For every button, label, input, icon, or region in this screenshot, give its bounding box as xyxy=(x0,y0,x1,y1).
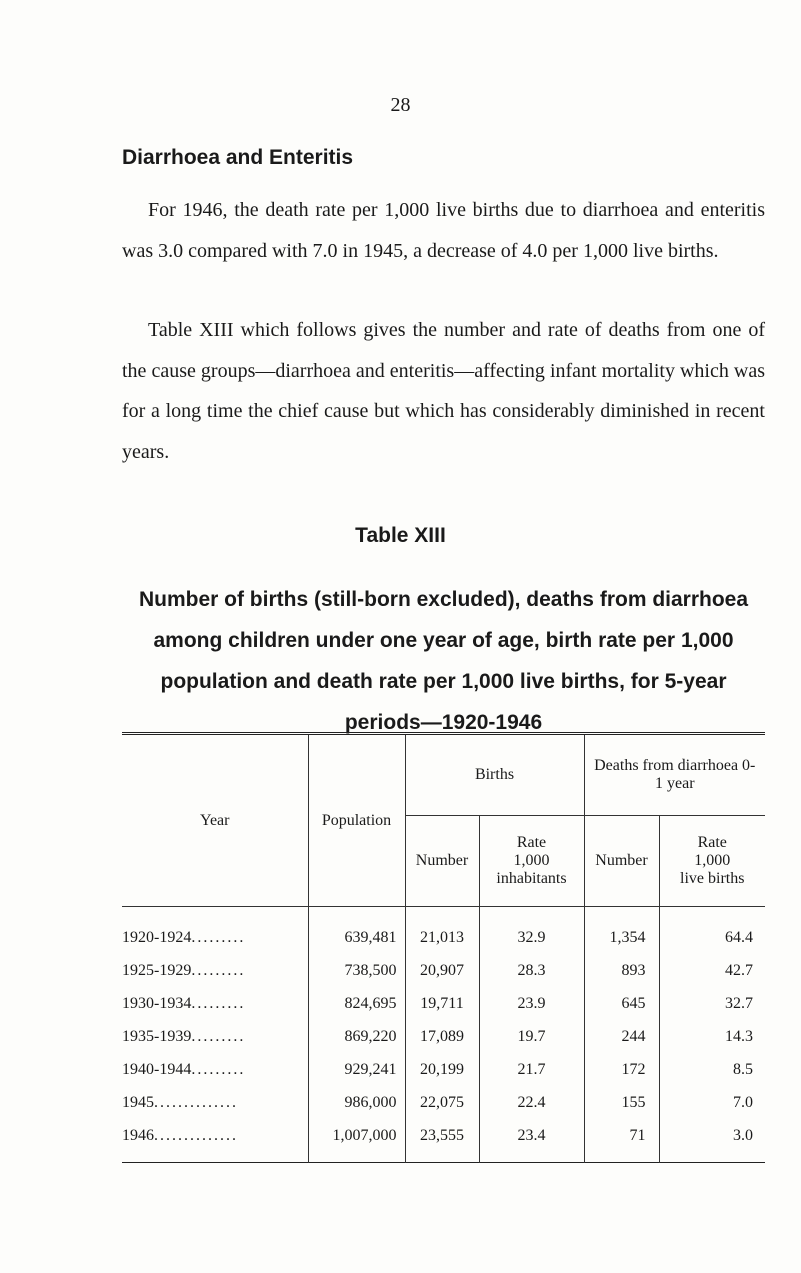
cell-deaths: 244 xyxy=(584,1020,659,1053)
year-label: 1920-1924 xyxy=(122,928,192,946)
table-caption: Number of births (still-born excluded), deaths from diarrhoea among children under one year of age, birth rate per 1,000 population and death rate per 1,000 live births, for 5-year periods—1920-1946 xyxy=(138,588,749,734)
section-heading: Diarrhoea and Enteritis xyxy=(122,146,354,169)
cell-births: 17,089 xyxy=(405,1020,479,1053)
table-row xyxy=(122,1086,765,1119)
cell-death-rate: 3.0 xyxy=(659,1119,765,1163)
cell-population: 986,000 xyxy=(308,1086,405,1119)
cell-death-rate: 64.4 xyxy=(659,907,765,955)
cell-year xyxy=(122,987,308,1020)
cell-death-rate: 7.0 xyxy=(659,1086,765,1119)
header-births-rate-line3: inhabitants xyxy=(496,870,567,887)
paragraph-1 xyxy=(122,190,765,271)
cell-births: 21,013 xyxy=(405,907,479,955)
cell-births: 20,199 xyxy=(405,1053,479,1086)
cell-population: 639,481 xyxy=(308,907,405,955)
header-births-rate-line2: 1,000 xyxy=(513,852,550,869)
cell-birth-rate: 23.9 xyxy=(479,987,584,1020)
header-population: Population xyxy=(308,734,405,907)
cell-births: 19,711 xyxy=(405,987,479,1020)
cell-deaths: 71 xyxy=(584,1119,659,1163)
cell-deaths: 645 xyxy=(584,987,659,1020)
cell-death-rate: 8.5 xyxy=(659,1053,765,1086)
cell-deaths: 1,354 xyxy=(584,907,659,955)
cell-death-rate: 32.7 xyxy=(659,987,765,1020)
cell-population: 1,007,000 xyxy=(308,1119,405,1163)
cell-death-rate: 14.3 xyxy=(659,1020,765,1053)
cell-births: 22,075 xyxy=(405,1086,479,1119)
header-births-rate xyxy=(479,816,584,907)
leader-dots: ......... xyxy=(191,994,246,1012)
header-deaths-rate-line3: live births xyxy=(680,870,745,887)
cell-population: 824,695 xyxy=(308,987,405,1020)
cell-births: 20,907 xyxy=(405,954,479,987)
cell-birth-rate: 19.7 xyxy=(479,1020,584,1053)
header-year: Year xyxy=(122,734,308,907)
leader-dots: .............. xyxy=(154,1126,238,1144)
header-deaths-number: Number xyxy=(584,816,659,907)
header-births-number: Number xyxy=(405,816,479,907)
year-label: 1935-1939 xyxy=(122,1027,192,1045)
cell-year xyxy=(122,1053,308,1086)
cell-death-rate: 42.7 xyxy=(659,954,765,987)
header-deaths-rate xyxy=(659,816,765,907)
header-deaths-rate-line2: 1,000 xyxy=(694,852,731,869)
cell-deaths: 155 xyxy=(584,1086,659,1119)
cell-year xyxy=(122,907,308,955)
table-row xyxy=(122,1119,765,1163)
table-row xyxy=(122,907,765,955)
table-row xyxy=(122,954,765,987)
year-label: 1940-1944 xyxy=(122,1060,192,1078)
leader-dots: ......... xyxy=(191,1060,246,1078)
cell-birth-rate: 28.3 xyxy=(479,954,584,987)
paragraph-1-text: For 1946, the death rate per 1,000 live births due to diarrhoea and enteritis was 3.0 compared with 7.0 in 1945, a decrease of 4.0 per 1,000 live births. xyxy=(122,199,765,262)
cell-year xyxy=(122,1020,308,1053)
page-number: 28 xyxy=(390,94,411,116)
cell-year xyxy=(122,954,308,987)
header-deaths-rate-line1: Rate xyxy=(697,834,727,851)
paragraph-2 xyxy=(122,310,765,472)
leader-dots: ......... xyxy=(191,928,246,946)
cell-deaths: 172 xyxy=(584,1053,659,1086)
cell-population: 869,220 xyxy=(308,1020,405,1053)
header-deaths-group: Deaths from diarrhoea 0-1 year xyxy=(584,734,765,816)
cell-birth-rate: 32.9 xyxy=(479,907,584,955)
year-label: 1946 xyxy=(122,1126,154,1144)
cell-birth-rate: 22.4 xyxy=(479,1086,584,1119)
table-row xyxy=(122,1053,765,1086)
table-row xyxy=(122,987,765,1020)
leader-dots: .............. xyxy=(154,1093,238,1111)
cell-year xyxy=(122,1086,308,1119)
leader-dots: ......... xyxy=(191,1027,246,1045)
data-table xyxy=(122,732,765,1163)
cell-births: 23,555 xyxy=(405,1119,479,1163)
table-title: Table XIII xyxy=(355,524,446,547)
cell-birth-rate: 21.7 xyxy=(479,1053,584,1086)
header-births-group: Births xyxy=(405,734,584,816)
cell-deaths: 893 xyxy=(584,954,659,987)
cell-year xyxy=(122,1119,308,1163)
paragraph-2-text: Table XIII which follows gives the number and rate of deaths from one of the cause groups—diarrhoea and enteritis—affecting infant mortality which was for a long time the chief cause but which has considerably diminished in recent years. xyxy=(122,319,765,463)
year-label: 1930-1934 xyxy=(122,994,192,1012)
leader-dots: ......... xyxy=(191,961,246,979)
cell-birth-rate: 23.4 xyxy=(479,1119,584,1163)
header-births-rate-line1: Rate xyxy=(516,834,547,851)
year-label: 1925-1929 xyxy=(122,961,192,979)
table-row xyxy=(122,1020,765,1053)
cell-population: 929,241 xyxy=(308,1053,405,1086)
year-label: 1945 xyxy=(122,1093,154,1111)
cell-population: 738,500 xyxy=(308,954,405,987)
